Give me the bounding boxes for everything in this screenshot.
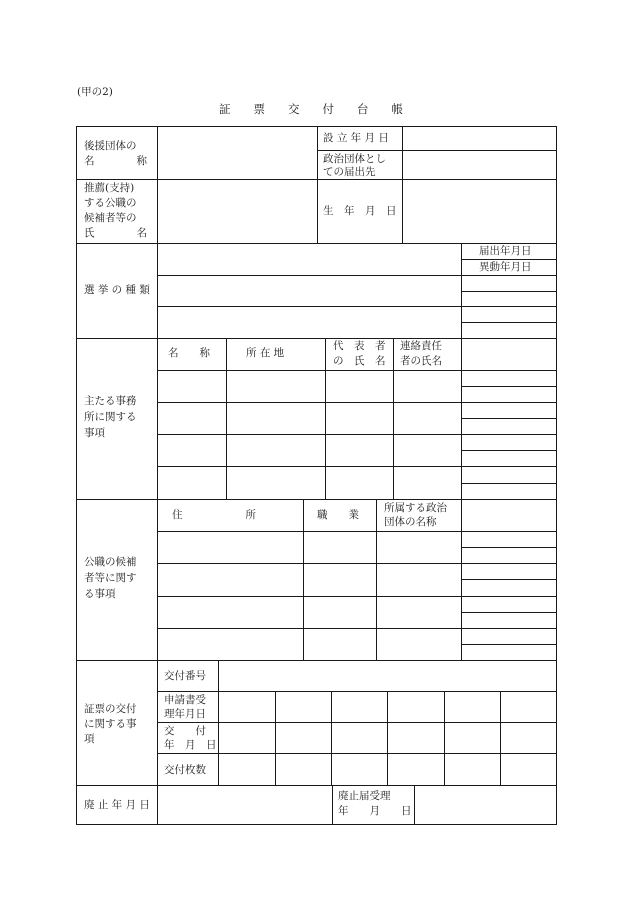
support-group-name-label: 後援団体の [84,140,137,152]
election-type-label: 選 挙 の 種 類 [84,284,150,296]
main-office-label-2: 所に関する [84,411,137,423]
representative-header-2: の 氏 名 [333,355,386,367]
abolition-received-label-2: 年 月 日 [338,805,412,817]
candidate-matters-label-2: 者等に関す [84,572,137,584]
political-org-filing-label: 政治団体とし [323,153,386,165]
main-office-label-3: 事項 [84,427,105,439]
birth-date-label: 生 年 月 日 [323,205,397,217]
application-received-label-2: 理年月日 [164,708,206,720]
main-office-label: 主たる事務 [84,395,137,407]
representative-header: 代 表 者 [333,340,386,352]
affiliated-org-header-2: 団体の名称 [384,516,437,528]
support-group-name-label-2: 名 称 [84,155,147,167]
form-code: (甲の2) [77,86,113,98]
contact-person-header: 連絡責任 [400,340,442,352]
filing-date-label: 届出年月日 [479,245,532,257]
political-org-filing-label-2: ての届出先 [323,166,376,178]
issue-number-label: 交付番号 [164,670,206,682]
recommended-candidate-label-2: する公職の [84,197,137,209]
occupation-header: 職 業 [317,509,359,521]
candidate-matters-label-3: る事項 [84,588,116,600]
application-received-label: 申請書受 [164,694,206,706]
abolition-received-label: 廃止届受理 [338,790,391,802]
recommended-candidate-label: 推薦(支持) [84,182,135,194]
certificate-matters-label-3: 項 [84,733,95,745]
candidate-matters-label: 公職の候補 [84,556,137,568]
certificate-matters-label: 証票の交付 [84,703,137,715]
affiliated-org-header: 所属する政治 [384,502,447,514]
abolition-date-label: 廃 止 年 月 日 [84,799,150,811]
issue-count-label: 交付枚数 [164,764,206,776]
office-location-header: 所 在 地 [246,347,285,359]
issue-date-label-2: 年 月 日 [164,739,217,751]
recommended-candidate-label-3: 候補者等の [84,212,137,224]
certificate-matters-label-2: に関する事 [84,718,137,730]
issue-date-label: 交 付 [164,725,206,737]
recommended-candidate-label-4: 氏 名 [84,227,147,239]
form-title: 証 票 交 付 台 帳 [219,102,403,116]
office-name-header: 名 称 [168,347,210,359]
contact-person-header-2: 者の氏名 [400,355,442,367]
established-date-label: 設 立 年 月 日 [323,132,389,144]
change-date-label: 異動年月日 [479,261,532,273]
address-header: 住 所 [172,509,256,521]
